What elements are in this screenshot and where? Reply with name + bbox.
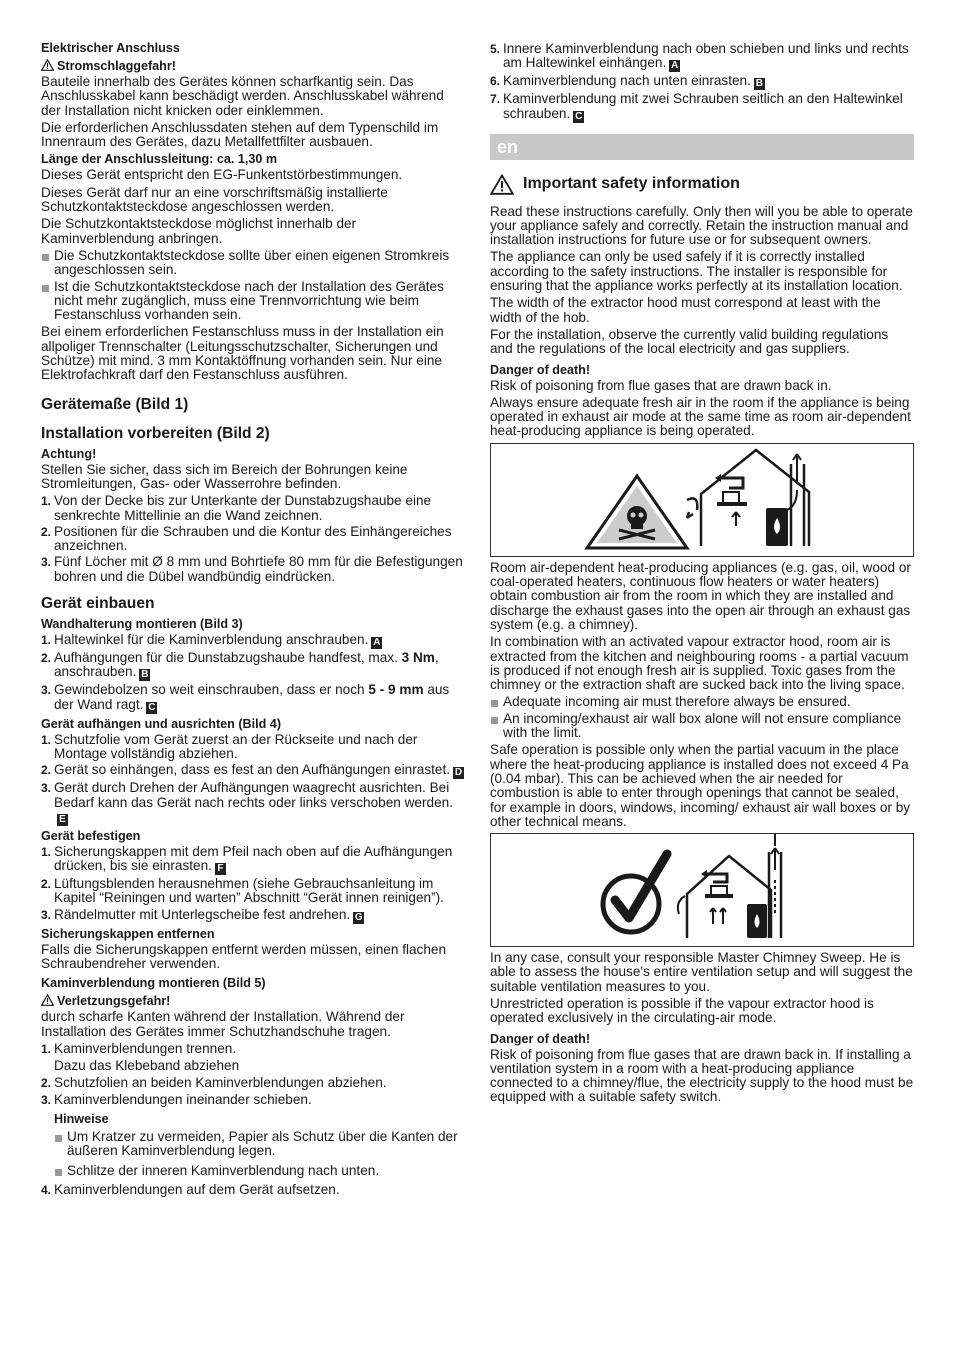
heading-kaminverblendung: Kaminverblendung montieren (Bild 5) [41, 976, 266, 991]
list-item [41, 877, 465, 906]
step-text: Positionen für die Schrauben und die Kontur des Einhängereiches anzeichnen. [54, 523, 452, 554]
bullet-list [41, 249, 465, 322]
paragraph: durch scharfe Kanten während der Installation. Während der Installation des Gerätes immer Schutzhandschuhe tragen. [41, 1009, 405, 1039]
danger-illustration [491, 444, 913, 556]
paragraph: The appliance can only be used safely if it is correctly installed according to the safety instructions. The installer is responsible for ensuring that the appliance works perfectly at its installation location. [490, 249, 903, 294]
list-item [41, 1042, 465, 1056]
figure-ref-badge: B [755, 78, 763, 90]
warning-stromschlag-text: Stromschlaggefahr! [57, 59, 176, 73]
warning-triangle-icon [41, 59, 54, 71]
step-list [41, 1183, 465, 1197]
step-number: 2. [41, 877, 52, 892]
step-number: 3. [41, 1092, 52, 1107]
heading-befestigen: Gerät befestigen [41, 828, 141, 843]
step-text: Kaminverblendungen ineinander schieben. [54, 1091, 312, 1107]
list-item [41, 908, 465, 924]
warning-triangle-icon [41, 994, 54, 1006]
step-text: Haltewinkel für die Kaminverblendung anschrauben. [54, 632, 369, 648]
step-number: 1. [41, 494, 52, 509]
list-item: An incoming/exhaust air wall box alone will not ensure compliance with the limit. [490, 712, 914, 741]
paragraph: Safe operation is possible only when the partial vacuum in the place where the heat-producing appliance is installed does not exceed 4 Pa (0.04 mbar). This can be achieved when the air needed for combustion is able to enter through openings that cannot be sealed, for example in doors, windows, incoming/ exhaust air wall boxes or by other technical means. [490, 742, 911, 829]
heading-achtung: Achtung! [41, 446, 97, 461]
step-number: 2. [41, 524, 52, 539]
list-item [490, 92, 914, 122]
paragraph: Dieses Gerät entspricht den EG-Funkentstörbestimmungen. [41, 167, 403, 183]
figure-ref-badge: D [454, 767, 463, 779]
step-text: Rändelmutter mit Unterlegscheibe fest andrehen. [54, 906, 351, 922]
list-item: Schlitze der inneren Kaminverblendung nach unten. [54, 1164, 465, 1178]
warning-stromschlag [41, 59, 465, 74]
step-list [41, 1076, 465, 1107]
right-column [490, 42, 914, 1108]
step-text: Schutzfolien an beiden Kaminverblendungen abziehen. [54, 1075, 387, 1091]
step-text: Kaminverblendungen trennen. [54, 1040, 237, 1056]
heading-sicherungskappen: Sicherungskappen entfernen [41, 926, 215, 941]
paragraph: Risk of poisoning from flue gases that are drawn back in. [490, 377, 832, 393]
list-item [41, 555, 465, 584]
step-number: 6. [490, 74, 501, 89]
step-text: Von der Decke bis zur Unterkante der Dunstabzugshaube eine senkrechte Mittellinie an die Wand zeichnen. [54, 493, 432, 523]
warning-verletzung-text: Verletzungsgefahr! [57, 994, 171, 1009]
heading-elektrischer-anschluss: Elektrischer Anschluss [41, 41, 180, 55]
house-icon [701, 450, 809, 546]
step-number: 7. [490, 92, 501, 107]
step-text: aus der Wand ragt. [54, 682, 450, 712]
step-text: Innere Kaminverblendung nach oben schieben und links und rechts am Haltewinkel einhängen. [503, 41, 909, 71]
paragraph: Read these instructions carefully. Only then will you be able to operate your appliance safely and correctly. Retain the instruction manual and installation instructions for future use or for subsequent owners. [490, 203, 913, 248]
paragraph: Risk of poisoning from flue gases that are drawn back in. If installing a ventilation system in a room with a heat-producing appliance connected to a chimney/flue, the electricity supply to the hood must be equipped with a suitable safety switch. [490, 1046, 914, 1105]
list-item [41, 494, 465, 523]
step-text: Gewindebolzen so weit einschrauben, dass er noch [54, 682, 365, 698]
heading-important-safety-text: Important safety information [523, 175, 740, 193]
heading-danger-of-death: Danger of death! [490, 362, 591, 377]
checkmark-icon [603, 854, 667, 932]
step-text: Gerät so einhängen, dass es fest an den Aufhängungen einrastet. [54, 762, 451, 778]
paragraph: Die erforderlichen Anschlussdaten stehen auf dem Typenschild im Innenraum des Gerätes, dazu Metallfettfilter ausbauen. [41, 119, 439, 150]
list-item [41, 733, 465, 762]
heading-aufhaengen: Gerät aufhängen und ausrichten (Bild 4) [41, 716, 282, 731]
figure-ref-badge: C [148, 701, 156, 713]
left-column [41, 38, 465, 1200]
list-item [41, 651, 465, 681]
step-text: Kaminverblendung nach unten einrasten. [503, 73, 751, 89]
list-item: Die Schutzkontaktsteckdose sollte über einen eigenen Stromkreis angeschlossen sein. [41, 249, 465, 278]
step-list [41, 1042, 465, 1056]
list-item: Um Kratzer zu vermeiden, Papier als Schutz über die Kanten der äußeren Kaminverblendung legen. [54, 1130, 465, 1159]
step-text: Kaminverblendung mit zwei Schrauben seitlich an den Haltewinkel schrauben. [503, 91, 903, 121]
step-text-bold: 5 - 9 mm [368, 682, 424, 698]
paragraph: In any case, consult your responsible Master Chimney Sweep. He is able to assess the house's entire ventilation setup and will suggest the suitable ventilation measures to you. [490, 950, 913, 994]
bullet-list [490, 695, 914, 740]
step-text: Fünf Löcher mit Ø 8 mm und Bohrtiefe 80 mm für die Befestigungen bohren und die Dübel wandbündig eindrücken. [54, 554, 463, 584]
figure-danger-illustration [490, 443, 914, 557]
paragraph: Dieses Gerät darf nur an eine vorschriftsmäßig installierte Schutzkontaktsteckdose angeschlossen werden. [41, 184, 388, 215]
heading-hinweise: Hinweise [54, 1112, 109, 1127]
paragraph: Falls die Sicherungskappen entfernt werden müssen, einen flachen Schraubendreher verwenden. [41, 941, 447, 971]
heading-geraet-einbauen: Gerät einbauen [41, 595, 155, 613]
paragraph: For the installation, observe the currently valid building regulations and the regulations of the local electricity and gas suppliers. [490, 326, 889, 357]
bullet-list [41, 1130, 465, 1178]
paragraph: Unrestricted operation is possible if the vapour extractor hood is operated exclusively in the circulating-air mode. [490, 995, 874, 1026]
paragraph: Bauteile innerhalb des Gerätes können scharfkantig sein. Das Anschlusskabel kann beschädigt werden. Anschlusskabel während der Installation nicht knicken oder einklemmen. [41, 74, 444, 118]
paragraph: In combination with an activated vapour extractor hood, room air is extracted from the kitchen and neighbouring rooms - a partial vacuum is produced if not enough fresh air is supplied. Toxic gases from the chimney or the extraction shaft are sucked back into the living space. [490, 634, 909, 693]
figure-safe-illustration [490, 833, 914, 947]
step-list [41, 494, 465, 584]
step-list [41, 845, 465, 924]
step-number: 1. [41, 633, 52, 648]
heading-wandhalterung: Wandhalterung montieren (Bild 3) [41, 617, 243, 632]
paragraph: Stellen Sie sicher, dass sich im Bereich der Bohrungen keine Stromleitungen, Gas- oder Wasserrohre befinden. [41, 461, 408, 491]
list-item [41, 683, 465, 713]
step-number: 3. [41, 555, 52, 570]
step-number: 2. [41, 763, 52, 778]
step-subtext: Dazu das Klebeband abziehen [54, 1058, 240, 1074]
step-list [490, 42, 914, 123]
step-text: Schutzfolie vom Gerät zuerst an der Rückseite und nach der Montage vollständig abziehen. [54, 731, 418, 761]
step-number: 1. [41, 732, 52, 747]
paragraph: Die Schutzkontaktsteckdose möglichst innerhalb der Kaminverblendung anbringen. [41, 216, 357, 246]
step-list [41, 733, 465, 826]
list-item: Adequate incoming air must therefore always be ensured. [490, 695, 914, 709]
list-item [490, 74, 914, 90]
step-number: 3. [41, 683, 52, 698]
figure-ref-badge: B [141, 669, 149, 681]
step-number: 5. [490, 42, 501, 56]
paragraph: Bei einem erforderlichen Festanschluss muss in der Installation ein allpoliger Trennschalter (Leitungsschutzschalter, Sicherungen und Schütze) mit mind. 3 mm Kontaktöffnung vorhanden sein. Nur eine Elektrofachkraft darf den Festanschluss ausführen. [41, 324, 444, 383]
list-item [41, 845, 465, 875]
step-text-bold: 3 Nm [401, 650, 435, 666]
step-text: Kaminverblendungen auf dem Gerät aufsetzen. [54, 1181, 340, 1197]
paragraph: Always ensure adequate fresh air in the room if the appliance is being operated in exhaust air mode at the same time as room air-dependent heat-producing appliance is being operated. [490, 394, 911, 439]
figure-ref-badge: F [215, 863, 226, 875]
list-item [41, 781, 465, 826]
step-text: Sicherungskappen mit dem Pfeil nach oben auf die Aufhängungen drücken, bis sie einrasten. [54, 843, 453, 874]
step-number: 2. [41, 651, 52, 666]
figure-ref-badge: A [373, 637, 381, 649]
language-bar: en [490, 134, 914, 160]
heading-geraetemasse: Gerätemaße (Bild 1) [41, 395, 189, 413]
list-item [41, 763, 465, 779]
step-number: 3. [41, 907, 52, 922]
heading-danger-of-death: Danger of death! [490, 1031, 591, 1046]
step-number: 1. [41, 844, 52, 859]
list-item [41, 1183, 465, 1197]
paragraph: Room air-dependent heat-producing appliances (e.g. gas, oil, wood or coal-operated heaters, continuous flow heaters or water heaters) obtain combustion air from the room in which they are installed and discharge the exhaust gases into the open air through an exhaust gas system (e.g. a chimney). [490, 559, 911, 632]
step-list [41, 633, 465, 714]
list-item [41, 633, 465, 649]
step-text: Lüftungsblenden herausnehmen (siehe Gebrauchsanleitung im Kapitel “Reiningen und warten” Abschnitt “Gerät innen reinigen”). [54, 876, 444, 906]
heading-installation-vorbereiten: Installation vorbereiten (Bild 2) [41, 424, 270, 442]
list-item [490, 42, 914, 72]
figure-ref-badge: C [575, 110, 583, 122]
safe-illustration [491, 834, 913, 946]
figure-ref-badge: G [354, 911, 363, 923]
step-text: , anschrauben. [54, 650, 439, 680]
warning-verletzung [41, 994, 465, 1009]
list-item [41, 1093, 465, 1107]
list-item [41, 525, 465, 554]
step-text: Gerät durch Drehen der Aufhängungen waagrecht ausrichten. Bei Bedarf kann das Gerät nach rechts oder links verschoben werden. [54, 780, 453, 810]
step-number: 4. [41, 1182, 52, 1197]
step-number: 3. [41, 781, 52, 796]
step-number: 1. [41, 1041, 52, 1056]
step-text: Aufhängungen für die Dunstabzugshaube handfest, max. [54, 650, 398, 666]
step-number: 2. [41, 1076, 52, 1091]
heading-laenge: Länge der Anschlussleitung: ca. 1,30 m [41, 152, 278, 167]
warning-triangle-icon [490, 174, 514, 195]
list-item [41, 1076, 465, 1090]
figure-ref-badge: E [57, 814, 68, 826]
skull-warning-icon [587, 476, 687, 548]
list-item: Ist die Schutzkontaktsteckdose nach der Installation des Gerätes nicht mehr zugänglich, muss eine Trennvorrichtung wie beim Festanschluss vorhanden sein. [41, 280, 465, 323]
figure-ref-badge: A [671, 60, 679, 72]
paragraph: The width of the extractor hood must correspond at least with the width of the hob. [490, 295, 881, 325]
heading-important-safety [490, 174, 914, 195]
